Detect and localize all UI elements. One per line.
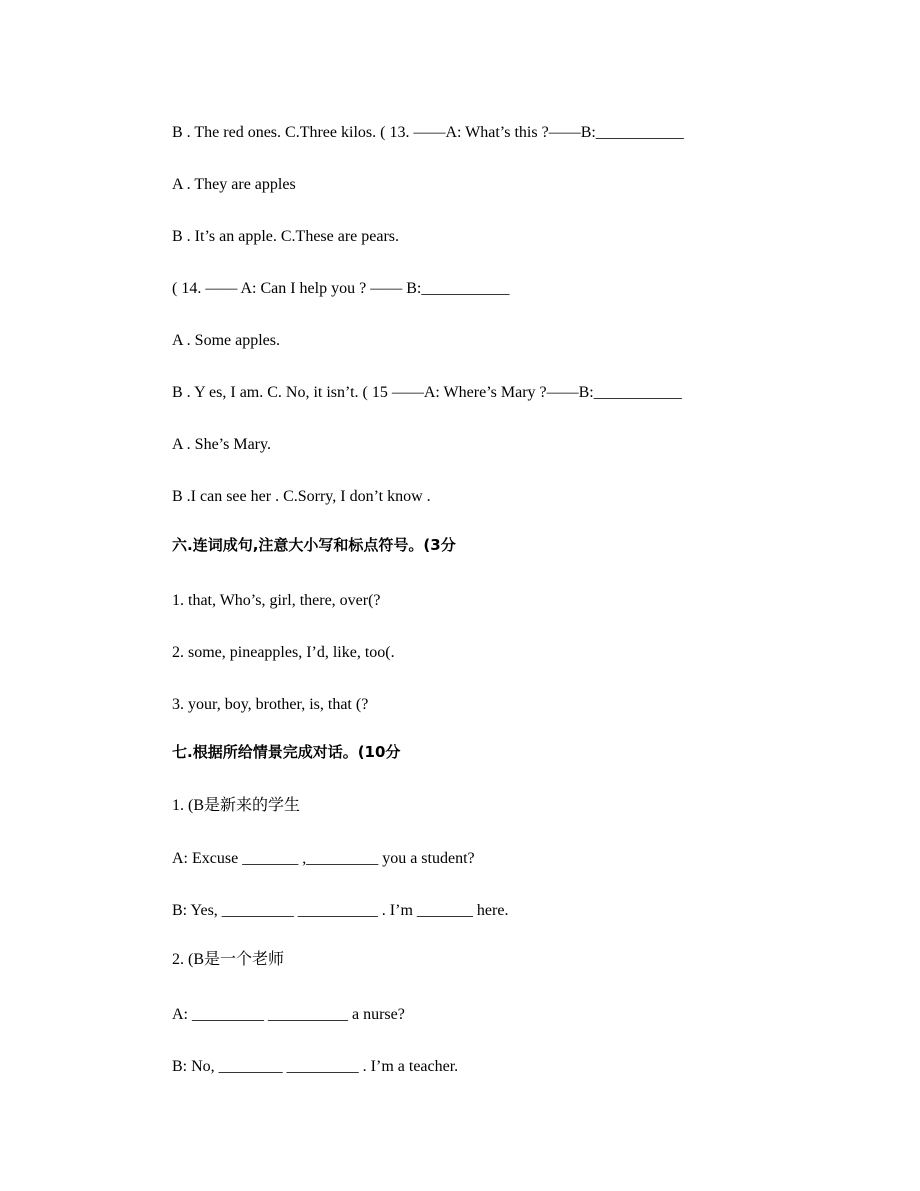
section-seven-item: 1. (B是新来的学生 xyxy=(172,797,301,814)
section-six-heading: 六.连词成句,注意大小写和标点符号。(3分 xyxy=(172,536,456,554)
text-line: B . The red ones. C.Three kilos. ( 13. ——A: What’s this ?——B:___________ xyxy=(172,124,684,141)
text-line: ( 14. —— A: Can I help you ? —— B:___________ xyxy=(172,280,510,297)
section-six-item: 3. your, boy, brother, is, that (? xyxy=(172,696,369,713)
text-line: B .I can see her . C.Sorry, I don’t know . xyxy=(172,488,431,505)
section-six-item: 1. that, Who’s, girl, there, over(? xyxy=(172,592,381,609)
section-six-item: 2. some, pineapples, I’d, like, too(. xyxy=(172,644,395,661)
text-line: B . Y es, I am. C. No, it isn’t. ( 15 ——A: Where’s Mary ?——B:___________ xyxy=(172,384,682,401)
section-seven-item: B: No, ________ _________ . I’m a teacher. xyxy=(172,1058,459,1075)
text-line: A . Some apples. xyxy=(172,332,280,349)
section-seven-heading: 七.根据所给情景完成对话。(10分 xyxy=(172,743,401,761)
section-seven-item: A: Excuse _______ ,_________ you a student? xyxy=(172,850,475,867)
section-seven-item: B: Yes, _________ __________ . I’m _______ here. xyxy=(172,902,509,919)
section-seven-item: A: _________ __________ a nurse? xyxy=(172,1006,405,1023)
text-line: A . She’s Mary. xyxy=(172,436,271,453)
section-seven-item: 2. (B是一个老师 xyxy=(172,951,285,968)
text-line: B . It’s an apple. C.These are pears. xyxy=(172,228,400,245)
text-line: A . They are apples xyxy=(172,176,296,193)
